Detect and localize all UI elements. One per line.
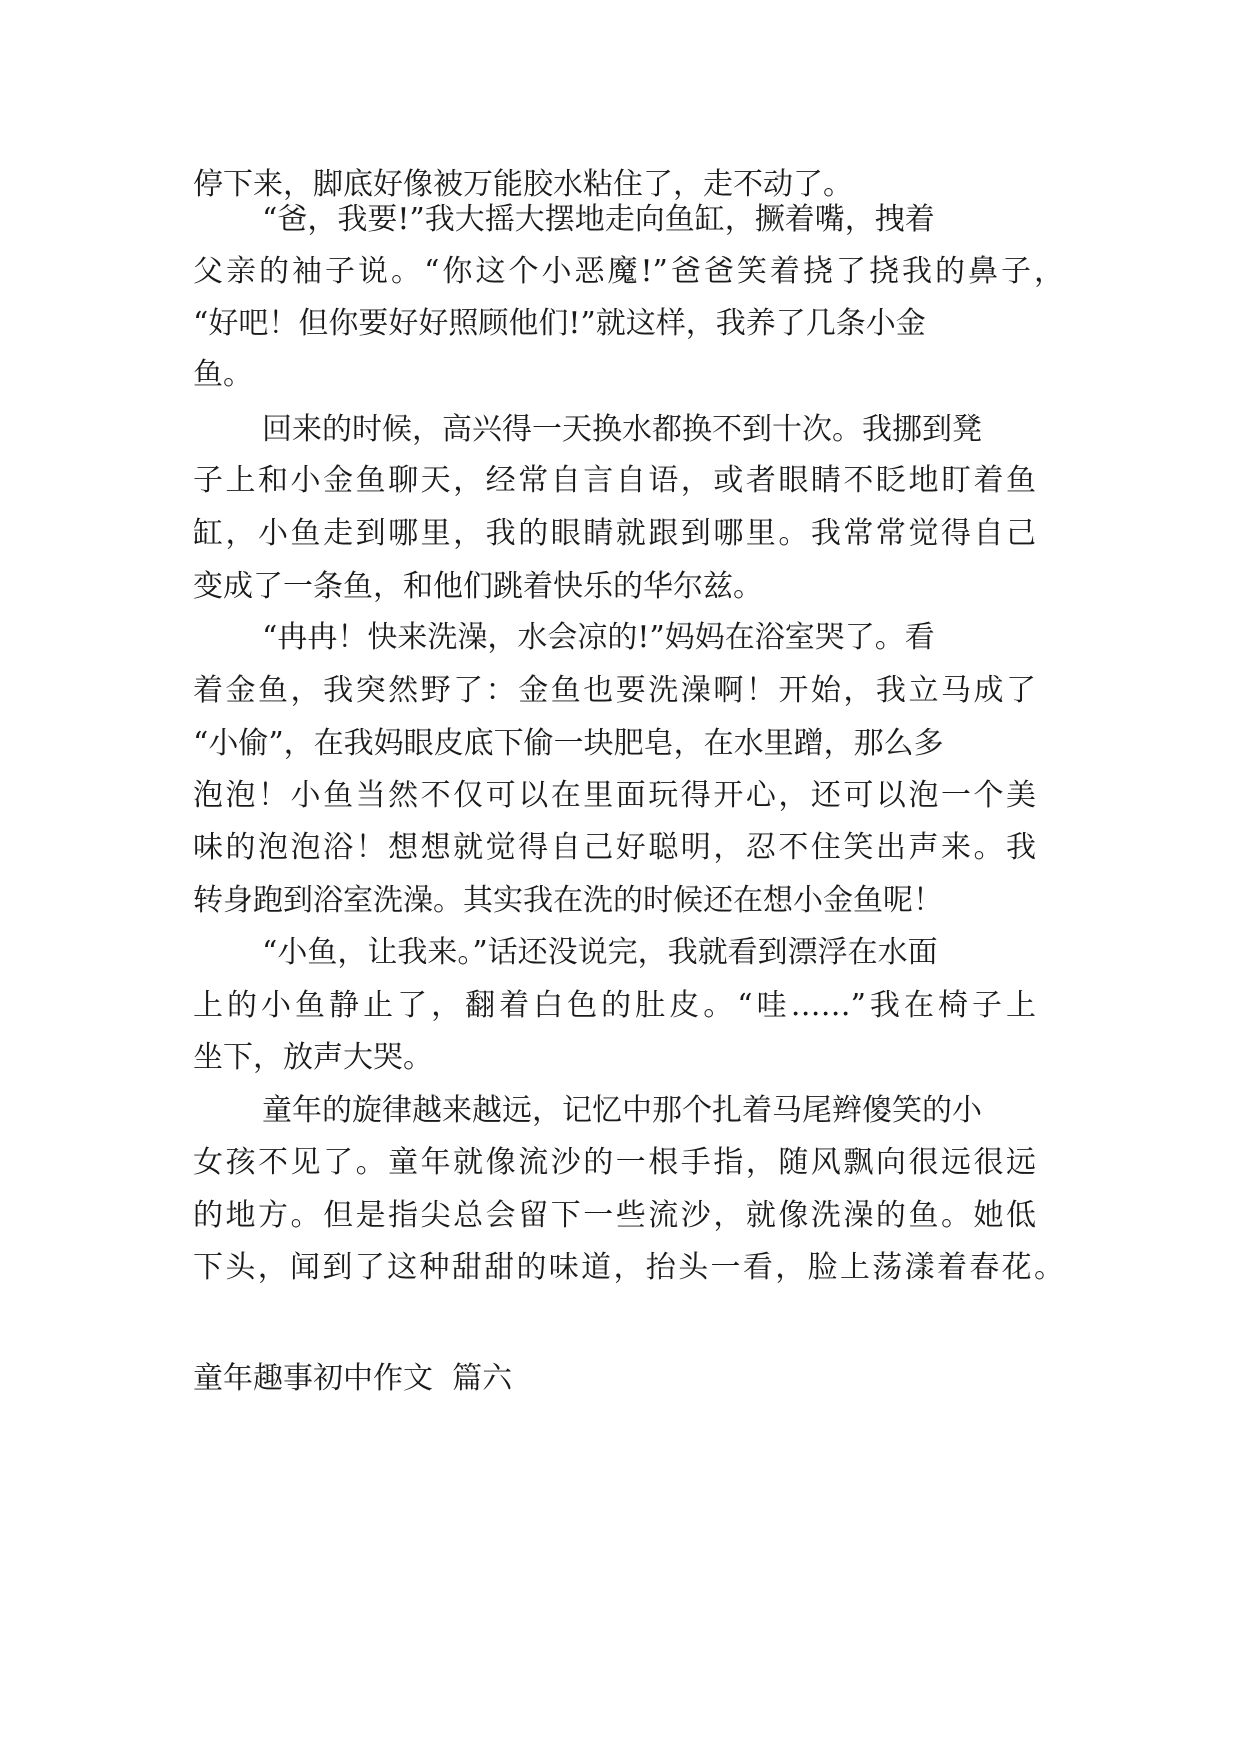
paragraph-line: 子上和小金鱼聊天，经常自言自语，或者眼睛不眨地盯着鱼: [193, 463, 1036, 498]
text-line: [0, 1196, 1241, 1236]
text-line: [0, 165, 1241, 205]
text-line: [0, 304, 1241, 344]
paragraph-line: “小鱼，让我来。”话还没说完，我就看到漂浮在水面: [262, 935, 938, 970]
text-line: [0, 828, 1241, 868]
paragraph-line: 味的泡泡浴！想想就觉得自己好聪明，忍不住笑出声来。我: [193, 830, 1036, 865]
paragraph-line: 童年的旋律越来越远，记忆中那个扎着马尾辫傻笑的小: [262, 1093, 982, 1128]
paragraph-line: 变成了一条鱼，和他们跳着快乐的华尔兹。: [193, 569, 763, 604]
paragraph-line: 停下来，脚底好像被万能胶水粘住了，走不动了。: [193, 167, 853, 202]
text-line: [0, 618, 1241, 658]
paragraph-line: 上的小鱼静止了，翻着白色的肚皮。“哇……”我在椅子上: [193, 988, 1036, 1023]
paragraph-line: 鱼。: [193, 357, 253, 392]
text-line: [0, 461, 1241, 501]
text-line: [0, 724, 1241, 764]
paragraph-line: “小偷”，在我妈眼皮底下偷一块肥皂，在水里蹭，那么多: [193, 726, 944, 761]
paragraph-line: 着金鱼，我突然野了：金鱼也要洗澡啊！开始，我立马成了: [193, 673, 1036, 708]
paragraph-line: 坐下，放声大哭。: [193, 1040, 433, 1075]
paragraph-line: 下头，闻到了这种甜甜的味道，抬头一看，脸上荡漾着春花。: [193, 1250, 1064, 1285]
text-line: [0, 1038, 1241, 1078]
text-line: [0, 200, 1241, 240]
text-line: [0, 355, 1241, 395]
paragraph-line: 的地方。但是指尖总会留下一些流沙，就像洗澡的鱼。她低: [193, 1198, 1036, 1233]
paragraph-line: 泡泡！小鱼当然不仅可以在里面玩得开心，还可以泡一个美: [193, 778, 1036, 813]
section-heading: 童年趣事初中作文 篇六: [193, 1361, 513, 1396]
text-line: [0, 881, 1241, 921]
paragraph-line: “爸，我要!”我大摇大摆地走向鱼缸，撅着嘴，拽着: [262, 202, 935, 237]
text-line: [0, 933, 1241, 973]
text-line: [0, 1091, 1241, 1131]
paragraph-line: 转身跑到浴室洗澡。其实我在洗的时候还在想小金鱼呢！: [193, 883, 943, 918]
paragraph-line: 父亲的袖子说。“你这个小恶魔!”爸爸笑着挠了挠我的鼻子，: [193, 254, 1064, 289]
text-line: [0, 1248, 1241, 1288]
paragraph-line: “好吧！但你要好好照顾他们!”就这样，我养了几条小金: [193, 306, 926, 341]
paragraph-line: 回来的时候，高兴得一天换水都换不到十次。我挪到凳: [262, 412, 982, 447]
text-line: [0, 671, 1241, 711]
paragraph-line: 缸，小鱼走到哪里，我的眼睛就跟到哪里。我常常觉得自己: [193, 516, 1036, 551]
section-heading-line: [0, 1359, 1241, 1399]
text-line: [0, 776, 1241, 816]
paragraph-line: “冉冉！快来洗澡，水会凉的!”妈妈在浴室哭了。看: [262, 620, 935, 655]
text-line: [0, 1143, 1241, 1183]
paragraph-line: 女孩不见了。童年就像流沙的一根手指，随风飘向很远很远: [193, 1145, 1036, 1180]
text-line: [0, 986, 1241, 1026]
text-line: [0, 567, 1241, 607]
text-line: [0, 252, 1241, 292]
text-line: [0, 410, 1241, 450]
text-line: [0, 514, 1241, 554]
